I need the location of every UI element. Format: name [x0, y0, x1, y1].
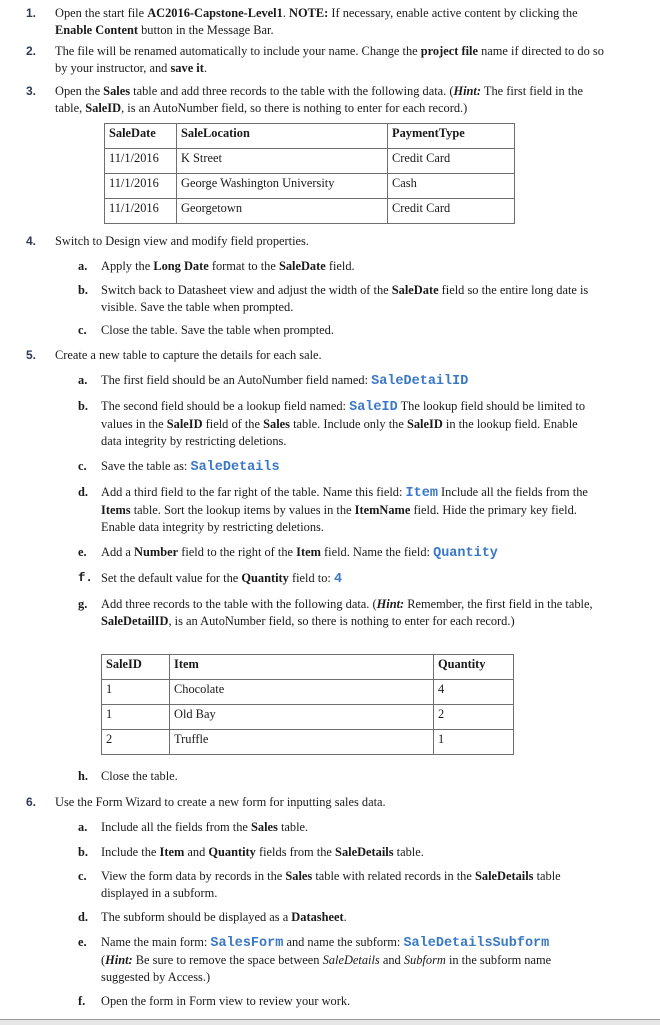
- step-5f: f. Set the default value for the Quantity field to: 4: [78, 571, 343, 587]
- step-2: 2. The file will be renamed automatically to include your name. Change the project file name if directed to do so by your instructor, and save it.: [26, 44, 604, 75]
- step-4c: c. Close the table. Save the table when prompted.: [78, 323, 334, 337]
- table-row: 2 Truffle 1: [102, 730, 514, 755]
- table-row: 1 Old Bay 2: [102, 705, 514, 730]
- subform-name-code: SaleDetailsSubform: [403, 936, 550, 951]
- step-4: 4. Switch to Design view and modify field properties.: [26, 234, 309, 248]
- table-row: 11/1/2016 Georgetown Credit Card: [105, 199, 515, 224]
- step-6e: e. Name the main form: SalesForm and name the subform: SaleDetailsSubform (Hint: Be sure to remove the space between SaleDetails and Subform in the subform name suggested by Access.): [78, 935, 552, 984]
- step-5b: b. The second field should be a lookup field named: SaleID The lookup field should be limited to values in the SaleID field of the Sales table. Include only the SaleID in the lookup field. Enable data integrity by restricting deletions.: [78, 399, 586, 448]
- bottom-page-edge: [0, 1019, 660, 1025]
- step-5g: g. Add three records to the table with the following data. (Hint: Remember, the first field in the table, SaleDetailID, is an AutoNumber field, so there is nothing to enter for each record.): [78, 597, 593, 628]
- step-1: 1. Open the start file AC2016-Capstone-Level1. NOTE: If necessary, enable active content by clicking the Enable Content button in the Message Bar.: [26, 6, 578, 37]
- step-5c: c. Save the table as: SaleDetails: [78, 459, 280, 475]
- table-header-row: SaleDate SaleLocation PaymentType: [105, 124, 515, 149]
- step-6: 6. Use the Form Wizard to create a new form for inputting sales data.: [26, 795, 386, 809]
- step-6b: b. Include the Item and Quantity fields from the SaleDetails table.: [78, 845, 424, 859]
- step-5d: d. Add a third field to the far right of the table. Name this field: Item Include all the fields from the Items table. Sort the lookup items by values in the ItemName field. Hide the primary key field. Enable data integrity by restricting deletions.: [78, 485, 588, 534]
- step-3: 3. Open the Sales table and add three records to the table with the following data. (Hint: The first field in the table, SaleID, is an AutoNumber field, so there is nothing to enter for each record.): [26, 84, 583, 115]
- step-5e: e. Add a Number field to the right of the Item field. Name the field: Quantity: [78, 545, 498, 561]
- default-value-code: 4: [333, 572, 343, 587]
- table-header-row: SaleID Item Quantity: [102, 655, 514, 680]
- sale-details-data-table: [101, 654, 514, 755]
- step-number: 6.: [26, 795, 37, 809]
- step-6d: d. The subform should be displayed as a Datasheet.: [78, 910, 347, 924]
- table-row: 1 Chocolate 4: [102, 680, 514, 705]
- form-name-code: SalesForm: [210, 936, 284, 951]
- field-name-code: SaleID: [349, 400, 398, 415]
- step-6c: c. View the form data by records in the Sales table with related records in the SaleDetails table displayed in a subform.: [78, 869, 561, 900]
- step-5h: h. Close the table.: [78, 769, 178, 783]
- step-number: 2.: [26, 44, 37, 58]
- table-row: 11/1/2016 George Washington University Cash: [105, 174, 515, 199]
- step-4b: b. Switch back to Datasheet view and adjust the width of the SaleDate field so the entire long date is visible. Save the table when prompted.: [78, 283, 589, 314]
- step-5a: a. The first field should be an AutoNumber field named: SaleDetailID: [78, 373, 469, 389]
- field-name-code: Item: [405, 486, 438, 501]
- table-row: 11/1/2016 K Street Credit Card: [105, 149, 515, 174]
- step-4a: a. Apply the Long Date format to the SaleDate field.: [78, 259, 355, 273]
- step-6a: a. Include all the fields from the Sales table.: [78, 820, 309, 834]
- step-number: 3.: [26, 84, 37, 98]
- step-5: 5. Create a new table to capture the details for each sale.: [26, 348, 322, 362]
- table-name-code: SaleDetails: [190, 460, 280, 475]
- step-number: 1.: [26, 6, 37, 20]
- sales-data-table: [104, 123, 515, 224]
- step-number: 4.: [26, 234, 37, 248]
- step-number: 5.: [26, 348, 37, 362]
- field-name-code: SaleDetailID: [371, 374, 469, 389]
- field-name-code: Quantity: [433, 546, 498, 561]
- step-6f: f. Open the form in Form view to review your work.: [78, 994, 351, 1008]
